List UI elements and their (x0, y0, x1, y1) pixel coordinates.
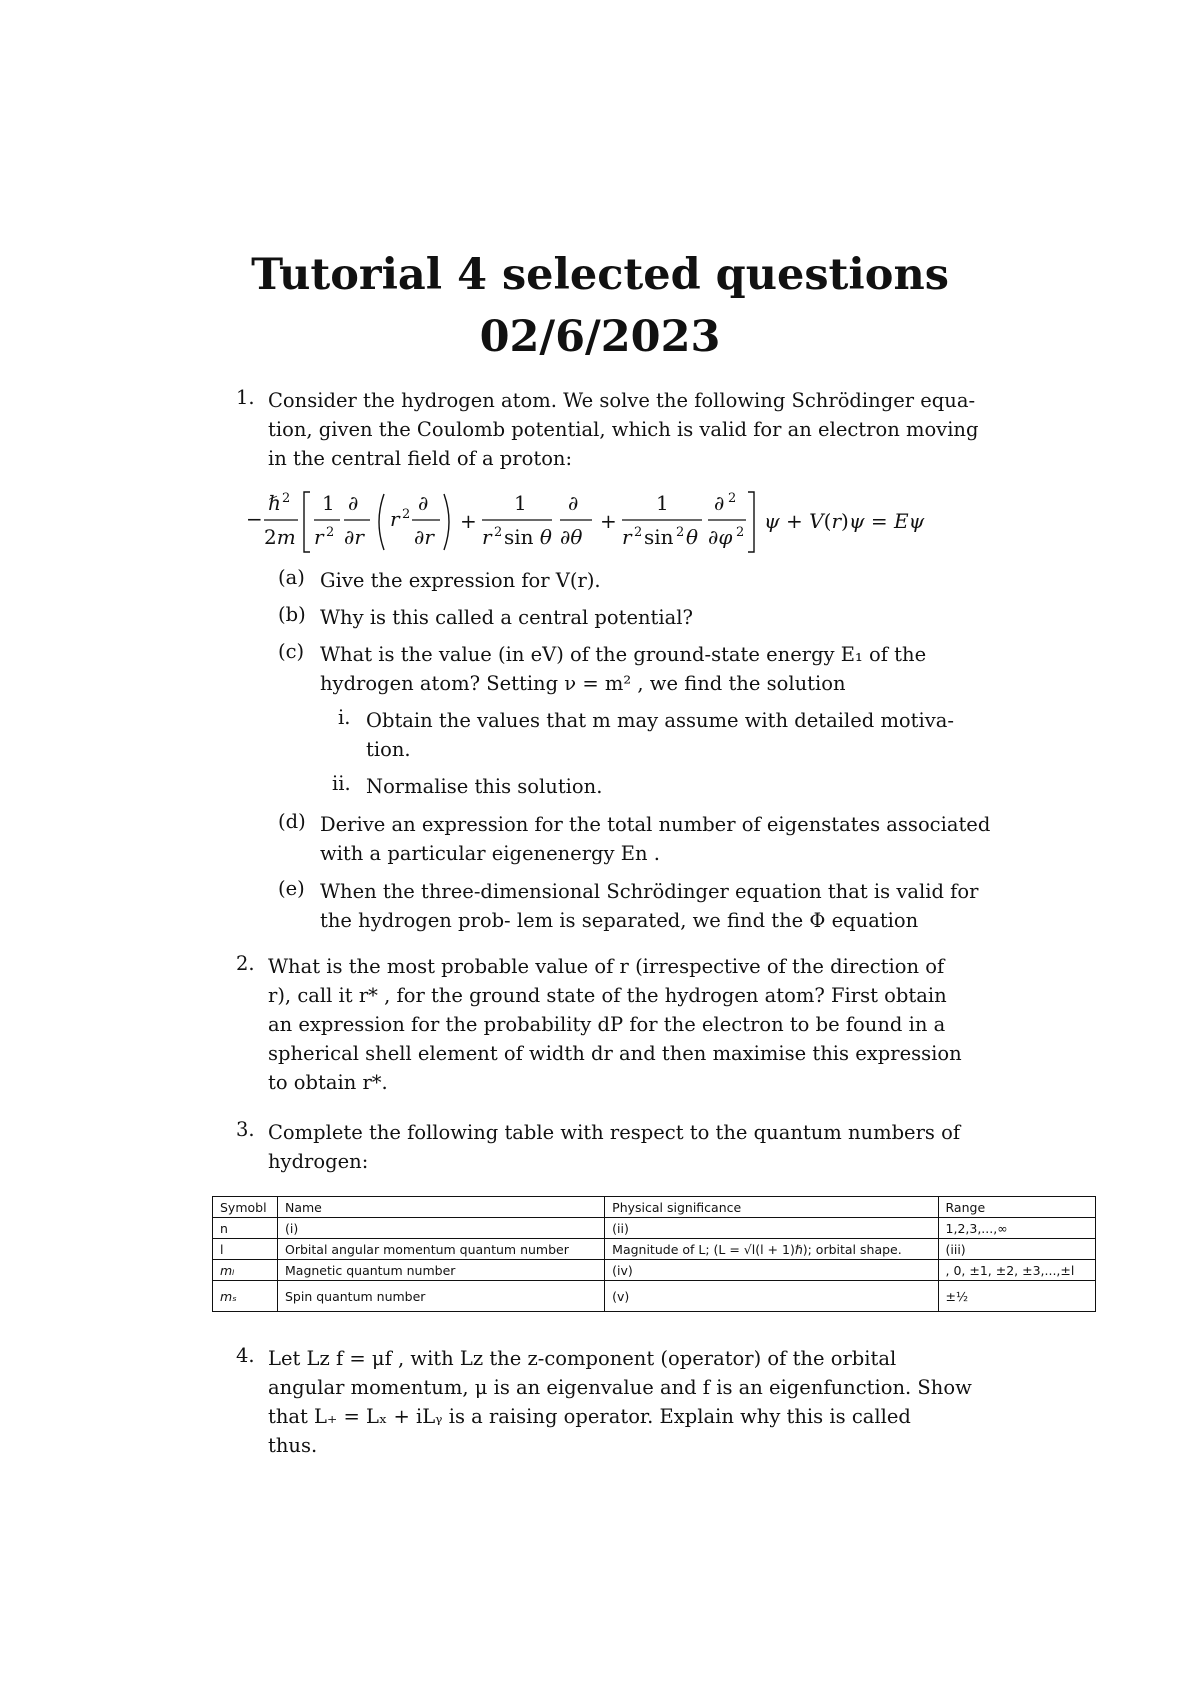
part-b-text: Why is this called a central potential? (320, 606, 693, 629)
quantum-numbers-table (212, 1196, 1096, 1312)
part-e-text (320, 877, 996, 935)
table-cell: (v) (605, 1281, 938, 1312)
svg-text:∂: ∂ (348, 491, 359, 515)
part-d-line: with a particular eigenenergy En . (320, 842, 660, 865)
document-date: 02/6/2023 (479, 312, 721, 362)
svg-text:1: 1 (514, 491, 527, 515)
table-cell: , 0, ±1, ±2, ±3,...,±l (938, 1260, 1095, 1281)
part-c-text (320, 640, 996, 698)
table-header-cell: Range (938, 1197, 1095, 1218)
svg-text:∂r: ∂r (414, 525, 434, 549)
question-4-line: angular momentum, μ is an eigenvalue and f is an eigenfunction. Show (268, 1376, 972, 1399)
svg-text:∂r: ∂r (344, 525, 364, 549)
question-4-line: Let Lz f = μf , with Lz the z-component (operator) of the orbital (268, 1347, 897, 1370)
part-c-i-line: Obtain the values that m may assume with detailed motiva- (366, 709, 954, 732)
table-row (213, 1281, 1096, 1312)
table-header-row (213, 1197, 1096, 1218)
question-1-number: 1. (236, 386, 255, 409)
question-2-number: 2. (236, 952, 255, 975)
svg-text:r: r (314, 525, 324, 549)
question-2-line: an expression for the probability dP for the electron to be found in a (268, 1013, 946, 1036)
table-cell: Magnetic quantum number (278, 1260, 605, 1281)
table-cell: (i) (278, 1218, 605, 1239)
svg-text:θ: θ (686, 525, 699, 549)
question-2-line: to obtain r*. (268, 1071, 388, 1094)
table-cell: (iii) (938, 1239, 1095, 1260)
svg-text:∂: ∂ (714, 491, 725, 515)
part-c-line: hydrogen atom? Setting ν = m² , we find the solution (320, 672, 846, 695)
table-row (213, 1239, 1096, 1260)
table-cell: l (213, 1239, 278, 1260)
table-cell: mₗ (213, 1260, 278, 1281)
question-3-line: hydrogen: (268, 1150, 369, 1173)
svg-text:2: 2 (326, 525, 335, 540)
svg-text:2: 2 (282, 491, 291, 506)
part-e-label: (e) (278, 877, 305, 900)
part-c-line: What is the value (in eV) of the ground-state energy E₁ of the (320, 643, 927, 666)
question-3-number: 3. (236, 1118, 255, 1141)
question-1-line: Consider the hydrogen atom. We solve the following Schrödinger equa- (268, 389, 976, 412)
svg-text:1: 1 (656, 491, 669, 515)
question-3-text (268, 1118, 996, 1176)
part-d-label: (d) (278, 810, 306, 833)
question-2-line: r), call it r* , for the ground state of the hydrogen atom? First obtain (268, 984, 947, 1007)
table-cell: mₛ (213, 1281, 278, 1312)
svg-text:2m: 2m (264, 525, 296, 549)
table-cell: Orbital angular momentum quantum number (278, 1239, 605, 1260)
question-2-text (268, 952, 996, 1097)
table-header-cell: Physical significance (605, 1197, 938, 1218)
svg-text:r: r (390, 507, 400, 531)
part-d-text (320, 810, 996, 868)
part-c-label: (c) (278, 640, 305, 663)
svg-text:∂: ∂ (418, 491, 429, 515)
part-c-i-text (366, 706, 996, 764)
part-b-label: (b) (278, 603, 306, 626)
question-4-text (268, 1344, 996, 1460)
part-a-label: (a) (278, 566, 305, 589)
table-row (213, 1260, 1096, 1281)
question-1-line: in the central field of a proton: (268, 447, 573, 470)
table-cell: Spin quantum number (278, 1281, 605, 1312)
table-cell: 1,2,3,...,∞ (938, 1218, 1095, 1239)
part-c-i-label: i. (338, 706, 351, 729)
svg-text:+: + (460, 509, 477, 533)
svg-text:sin: sin (644, 525, 674, 549)
svg-text:2: 2 (676, 525, 685, 540)
question-2-line: spherical shell element of width dr and then maximise this expression (268, 1042, 962, 1065)
svg-text:−: − (246, 507, 263, 531)
svg-text:r: r (482, 525, 492, 549)
question-4-number: 4. (236, 1344, 255, 1367)
question-4-line: that L₊ = Lₓ + iLᵧ is a raising operator. Explain why this is called (268, 1405, 911, 1428)
table-cell: n (213, 1218, 278, 1239)
part-e-line: the hydrogen prob- lem is separated, we find the Φ equation (320, 909, 919, 932)
svg-text:2: 2 (494, 525, 503, 540)
table-header-cell: Symobl (213, 1197, 278, 1218)
table-row (213, 1218, 1096, 1239)
table-cell: (iv) (605, 1260, 938, 1281)
part-c-ii-text: Normalise this solution. (366, 775, 603, 798)
svg-text:ℏ: ℏ (268, 491, 281, 515)
part-c-ii-label: ii. (332, 772, 351, 795)
part-a-text: Give the expression for V(r). (320, 569, 601, 592)
svg-text:∂φ: ∂φ (708, 525, 733, 549)
question-3-line: Complete the following table with respect to the quantum numbers of (268, 1121, 961, 1144)
svg-text:+: + (600, 509, 617, 533)
part-d-line: Derive an expression for the total number of eigenstates associated (320, 813, 991, 836)
part-e-line: When the three-dimensional Schrödinger equation that is valid for (320, 880, 979, 903)
svg-text:2: 2 (402, 507, 411, 522)
table-cell: ±½ (938, 1281, 1095, 1312)
part-c-i-line: tion. (366, 738, 411, 761)
schrodinger-equation (246, 482, 1026, 562)
svg-text:∂: ∂ (568, 491, 579, 515)
question-1-text (268, 386, 996, 473)
document-title: Tutorial 4 selected questions (251, 250, 949, 300)
svg-text:∂θ: ∂θ (560, 525, 583, 549)
svg-text:2: 2 (736, 525, 745, 540)
svg-text:2: 2 (728, 491, 737, 506)
svg-text:r: r (622, 525, 632, 549)
svg-text:ψ + V(r)ψ = Eψ: ψ + V(r)ψ = Eψ (764, 509, 925, 533)
table-header-cell: Name (278, 1197, 605, 1218)
svg-text:sin θ: sin θ (504, 525, 552, 549)
question-2-line: What is the most probable value of r (irrespective of the direction of (268, 955, 945, 978)
question-4-line: thus. (268, 1434, 318, 1457)
svg-text:1: 1 (322, 491, 335, 515)
question-1-line: tion, given the Coulomb potential, which is valid for an electron moving (268, 418, 979, 441)
table-cell: Magnitude of L; (L = √l(l + 1)ℏ); orbital shape. (605, 1239, 938, 1260)
table-cell: (ii) (605, 1218, 938, 1239)
svg-text:2: 2 (634, 525, 643, 540)
